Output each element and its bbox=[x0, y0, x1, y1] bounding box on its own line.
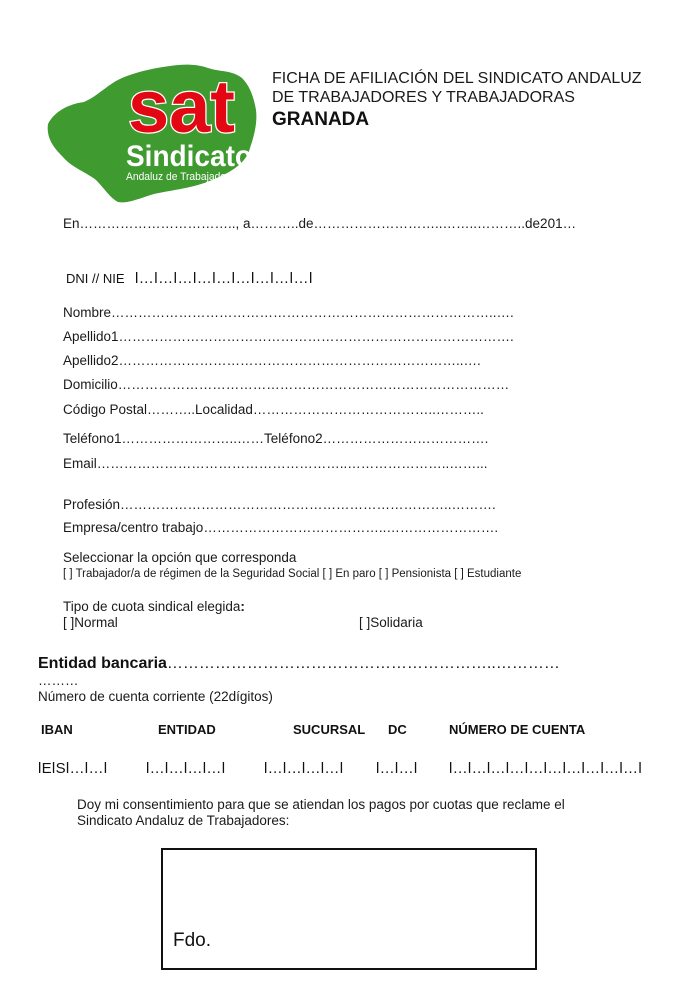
field-profesion[interactable]: Profesión………………………………………………………………..………. bbox=[63, 497, 496, 512]
field-empresa[interactable]: Empresa/centro trabajo…………………………………..……………………. bbox=[63, 520, 499, 535]
cuota-normal-option[interactable]: [ ]Normal bbox=[63, 615, 118, 630]
entidad-boxes[interactable]: l…l…l…l…l bbox=[146, 760, 226, 777]
sucursal-boxes[interactable]: l…l…l…l…l bbox=[264, 760, 344, 777]
sat-logo bbox=[44, 44, 258, 206]
signature-box[interactable] bbox=[161, 848, 537, 970]
cuota-title-text: Tipo de cuota sindical elegida bbox=[63, 599, 241, 614]
iban-boxes[interactable]: lElSl…l…l bbox=[38, 760, 108, 777]
field-telefonos[interactable]: Teléfono1……………………..……Teléfono2………………………………. bbox=[63, 431, 489, 446]
field-email[interactable]: Email………………………………………………..…………………..……... bbox=[63, 456, 488, 471]
bank-title-row[interactable] bbox=[38, 655, 560, 673]
field-postal-localidad[interactable]: Código Postal………..Localidad…………………………………..……….. bbox=[63, 402, 484, 417]
bank-dots: ……………………………………………………..………… bbox=[166, 655, 560, 672]
dni-row[interactable] bbox=[66, 270, 313, 288]
numero-cuenta-boxes[interactable]: l…l…l…l…l…l…l…l…l…l…l bbox=[449, 760, 642, 777]
header-line-1: FICHA DE AFILIACIÓN DEL SINDICATO ANDALUZ bbox=[272, 70, 642, 87]
dc-boxes[interactable]: l…l…l bbox=[376, 760, 418, 777]
logo-sub-text: Sindicato bbox=[126, 140, 252, 173]
options-title: Seleccionar la opción que corresponda bbox=[63, 550, 297, 565]
dc-header: DC bbox=[388, 722, 407, 737]
dni-boxes[interactable]: l…l…l…l…l…l…l…l…l…l bbox=[134, 270, 313, 287]
header-line-2: DE TRABAJADORES Y TRABAJADORAS bbox=[272, 89, 575, 106]
field-nombre[interactable]: Nombre…………………………………………………………………………..…. bbox=[63, 305, 514, 320]
logo-tagline: Andaluz de Trabajadores/as bbox=[126, 171, 255, 183]
cuota-solidaria-option[interactable]: [ ]Solidaria bbox=[359, 615, 423, 630]
numero-cuenta-header: NÚMERO DE CUENTA bbox=[449, 722, 586, 737]
date-line[interactable]: En…………………………….., a………..de………………………..……..………..de201… bbox=[63, 216, 577, 231]
consent-line-2: Sindicato Andaluz de Trabajadores: bbox=[77, 813, 290, 828]
consent-line-1: Doy mi consentimiento para que se atiendan los pagos por cuotas que reclame el bbox=[77, 797, 565, 812]
field-apellido2[interactable]: Apellido2…………………………………………………………………..…. bbox=[63, 353, 481, 368]
cuota-title-colon: : bbox=[240, 599, 245, 614]
iban-header: IBAN bbox=[41, 722, 73, 737]
field-apellido1[interactable]: Apellido1……………………………………………………………………………. bbox=[63, 329, 514, 344]
dni-label: DNI // NIE bbox=[66, 271, 125, 286]
logo-main-text: sat bbox=[128, 65, 235, 148]
sucursal-header: SUCURSAL bbox=[293, 722, 366, 737]
cuota-title bbox=[63, 599, 245, 614]
entidad-header: ENTIDAD bbox=[158, 722, 216, 737]
bank-dots-continued: ……… bbox=[38, 673, 79, 688]
field-domicilio[interactable]: Domicilio…………………………………………………………………………… bbox=[63, 377, 510, 392]
header-city: GRANADA bbox=[272, 109, 370, 130]
options-checkboxes[interactable]: [ ] Trabajador/a de régimen de la Seguridad Social [ ] En paro [ ] Pensionista [ ] Estudiante bbox=[63, 568, 522, 580]
bank-title: Entidad bancaria bbox=[38, 655, 167, 672]
signature-label: Fdo. bbox=[173, 930, 212, 951]
account-number-label: Número de cuenta corriente (22dígitos) bbox=[38, 689, 273, 704]
